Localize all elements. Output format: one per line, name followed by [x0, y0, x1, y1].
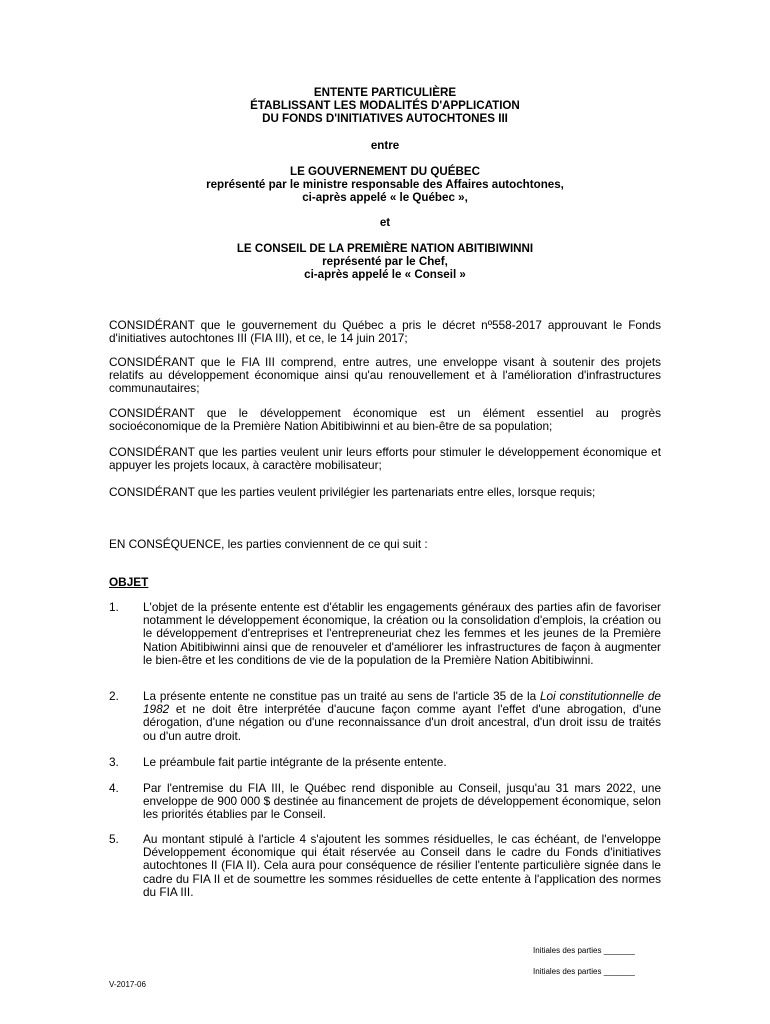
article-number: 2.	[109, 689, 119, 703]
article-item	[109, 833, 661, 899]
article-number: 5.	[109, 832, 119, 846]
party2-representative: représenté par le Chef,	[322, 255, 448, 268]
article-text-end: et ne doit être interprétée d'aucune façon comme ayant l'effet d'une abrogation, d'une dérogation, d'une négation ou d'une reconnaissance d'un droit ancestral, d'un droit issu de traités ou d'un autre droit.	[143, 702, 661, 743]
party1-representative: représenté par le ministre responsable des Affaires autochtones,	[206, 178, 564, 191]
considerant-paragraph: CONSIDÉRANT que les parties veulent unir leurs efforts pour stimuler le développement économique et appuyer les projets locaux, à caractère mobilisateur;	[109, 445, 661, 473]
article-text-start: La présente entente ne constitue pas un traité au sens de l'article 35 de la	[143, 689, 540, 703]
law-title: Loi constitutionnelle de 1982	[143, 689, 661, 717]
consequence-statement: EN CONSÉQUENCE, les parties conviennent de ce qui suit :	[109, 537, 428, 551]
article-number: 3.	[109, 755, 119, 769]
considerant-paragraph: CONSIDÉRANT que le FIA III comprend, entre autres, une enveloppe visant à soutenir des projets relatifs au développement économique ainsi qu'au renouvellement et à l'amélioration d'infrastructures communautaires;	[109, 355, 661, 396]
article-item	[109, 756, 661, 769]
agreement-title: ENTENTE PARTICULIÈRE	[313, 86, 457, 99]
article-text: Le préambule fait partie intégrante de la présente entente.	[143, 755, 447, 769]
considerant-paragraph: CONSIDÉRANT que le développement économique est un élément essentiel au progrès socioéconomique de la Première Nation Abitibiwinni et au bien-être de sa population;	[109, 406, 661, 434]
article-text: Au montant stipulé à l'article 4 s'ajoutent les sommes résiduelles, le cas échéant, de l'enveloppe Développement économique qui était réservée au Conseil dans le cadre du Fonds d'initiatives autochtones II (FIA II). Cela aura pour conséquence de résilier l'entente particulière signée dans le cadre du FIA II et de soumettre les sommes résiduelles de cette entente à l'application des normes du FIA III.	[143, 832, 661, 899]
section-heading-objet: OBJET	[109, 575, 149, 589]
article-number: 1.	[109, 600, 119, 614]
party2-name: LE CONSEIL DE LA PREMIÈRE NATION ABITIBIWINNI	[236, 242, 534, 255]
agreement-subtitle-2: DU FONDS D'INITIATIVES AUTOCHTONES III	[262, 112, 508, 125]
party1-alias: ci-après appelé « le Québec »,	[302, 191, 468, 204]
article-text: Par l'entremise du FIA III, le Québec rend disponible au Conseil, jusqu'au 31 mars 2022, une enveloppe de 900 000 $ destinée au financement de projets de développement économique, selon les priorités établies par le Conseil.	[143, 781, 661, 822]
article-item	[109, 690, 661, 743]
party2-alias: ci-après appelé le « Conseil »	[304, 268, 466, 281]
party1-name: LE GOUVERNEMENT DU QUÉBEC	[289, 165, 481, 178]
considerant-paragraph: CONSIDÉRANT que les parties veulent privilégier les partenariats entre elles, lorsque requis;	[109, 485, 596, 499]
version-code: V-2017-06	[109, 980, 146, 989]
article-number: 4.	[109, 781, 119, 795]
initials-line: Initiales des parties _______	[533, 946, 635, 955]
article-text	[143, 690, 661, 743]
initials-line: Initiales des parties _______	[533, 967, 635, 976]
article-text: L'objet de la présente entente est d'établir les engagements généraux des parties afin de favoriser notamment le développement économique, la création ou la consolidation d'emplois, la création ou le développement d'entreprises et l'entrepreneuriat chez les femmes et les jeunes de la Première Nation Abitibiwinni ainsi que de renouveler et d'améliorer les infrastructures de façon à augmenter le bien-être et les conditions de vie de la population de la Première Nation Abitibiwinni.	[143, 600, 661, 667]
article-item	[109, 782, 661, 822]
agreement-subtitle-1: ÉTABLISSANT LES MODALITÉS D'APPLICATION	[250, 99, 520, 112]
article-item	[109, 601, 661, 667]
and-word: et	[379, 216, 391, 229]
between-word: entre	[370, 139, 400, 152]
considerant-paragraph: CONSIDÉRANT que le gouvernement du Québec a pris le décret nº558-2017 approuvant le Fonds d'initiatives autochtones III (FIA III), et ce, le 14 juin 2017;	[109, 318, 661, 346]
